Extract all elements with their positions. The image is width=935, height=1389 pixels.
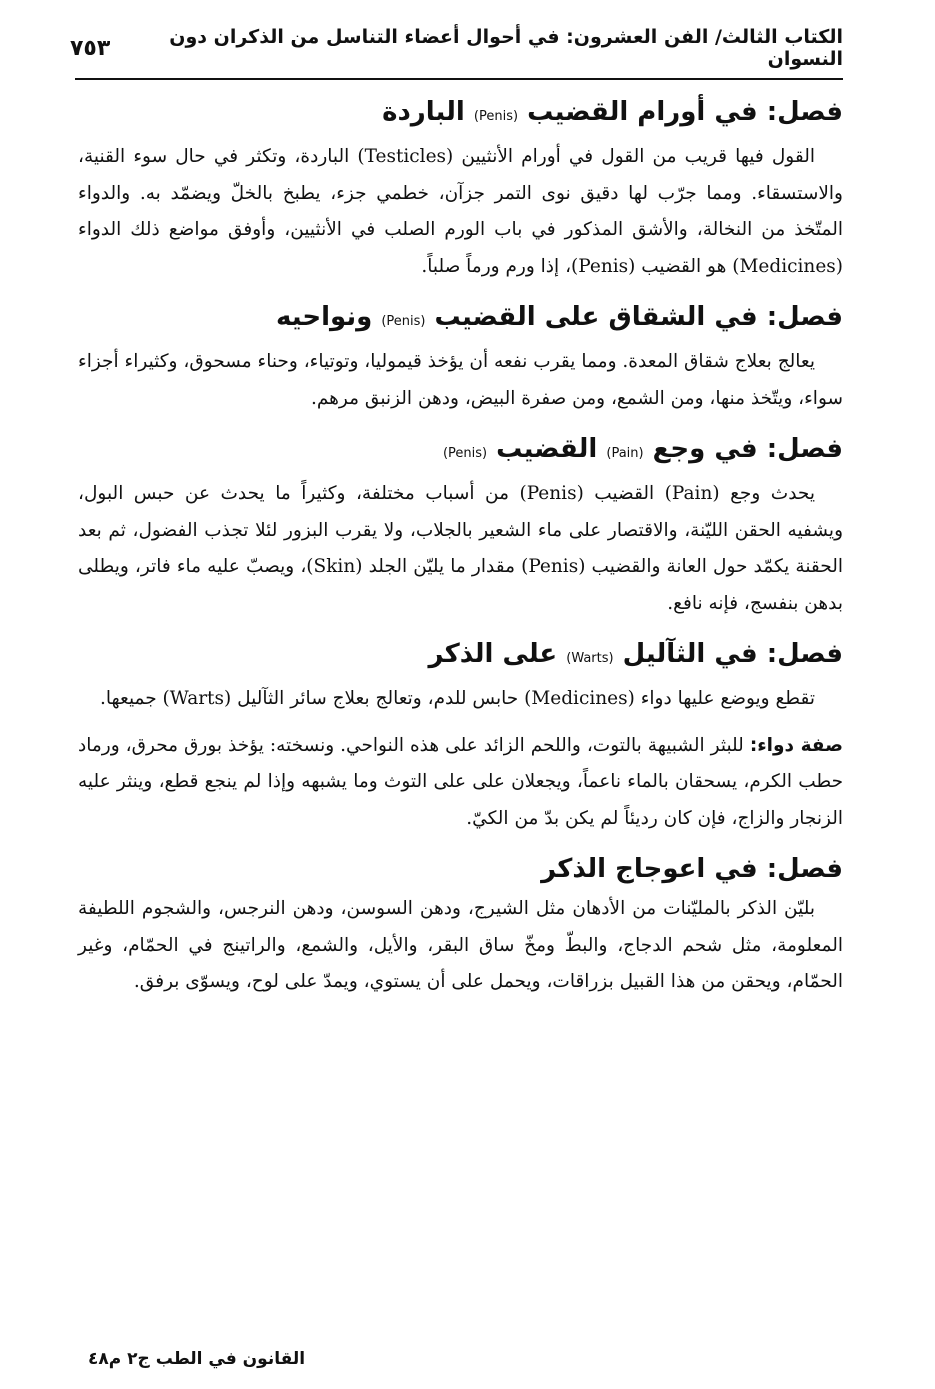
running-title: الكتاب الثالث/ الفن العشرون: في أحوال أعضاء التناسل من الذكران دون النسوان (169, 26, 843, 70)
section-warts (78, 632, 843, 837)
section-title: فصل: في أورام القضيب (Penis) الباردة (78, 90, 843, 139)
header-rule (75, 78, 843, 80)
latin-term: (Warts) (566, 651, 614, 666)
footer-signature: القانون في الطب ج٢ م٤٨ (88, 1349, 306, 1369)
section-paragraph: يعالج بعلاج شقاق المعدة. ومما يقرب نفعه أن يؤخذ قيموليا، وتوتياء، وحناء مسحوق، وكثيراء أجزاء سواء، ويتّخذ منها، ومن الشمع، ومن صفرة البيض، ودهن الزنبق مرهم. (78, 351, 843, 409)
latin-term: (Pain) (606, 446, 644, 461)
section-title: فصل: في وجع (Pain) القضيب (Penis) (78, 427, 843, 476)
recipe-label: صفة دواء: (749, 734, 843, 756)
section-curvature (78, 847, 843, 1001)
section-title: فصل: في اعوجاج الذكر (541, 854, 843, 884)
section-pain (78, 427, 843, 622)
section-paragraph: تقطع ويوضع عليها دواء (Medicines) حابس للدم، وتعالج بعلاج سائر الثآليل (Warts) جميعها. (99, 688, 815, 709)
recipe-text: للبثر الشبيهة بالتوت، واللحم الزائد على هذه النواحي. ونسخته: يؤخذ بورق محرق، ورماد حطب الكرم، يسحقان بالماء ناعماً، ويجعلان على على التوث وما يشبهه وإذا لم ينجع قطع، وينثر عليه الزنجار والزاج، فإن كان رديئاً لم يكن بدّ من الكيّ. (78, 734, 843, 829)
running-head (70, 28, 843, 68)
page-number: ٧٥٣ (70, 35, 111, 61)
section-cold-swellings (78, 90, 843, 285)
section-paragraph: يحدث وجع (Pain) القضيب (Penis) من أسباب مختلفة، وكثيراً ما يحدث عن حبس البول، ويشفيه الحقن الليّنة، والاقتصار على ماء الشعير بالجلاب، ولا يقرب البزور لئلا تجذب الفضول، ثم بعد الحقنة يكمّد حول العانة والقضيب (Penis) مقدار ما يليّن الجلد (Skin)، ويصبّ عليه ماء فاتر، ويطلى بدهن بنفسج، فإنه نافع. (78, 483, 843, 614)
section-paragraph: بليّن الذكر بالمليّنات من الأدهان مثل الشيرج، ودهن السوسن، ودهن النرجس، والشجوم اللطيفة المعلومة، مثل شحم الدجاج، والبطّ ومخّ ساق البقر، والأيل، والشمع، والراتينج في الحمّام، وغير الحمّام، ويحقن من هذا القبيل بزراقات، ويحمل على أن يستوي، ويمدّ على لوح، ويسوّى برفق. (78, 898, 843, 992)
recipe-paragraph (78, 728, 843, 838)
latin-term: (Penis) (381, 314, 426, 329)
page-body (78, 90, 843, 1001)
section-title: فصل: في الثآليل (Warts) على الذكر (78, 632, 843, 681)
section-fissures (78, 295, 843, 417)
latin-term: (Penis) (473, 109, 519, 124)
latin-term: (Penis) (442, 446, 488, 461)
section-paragraph: القول فيها قريب من القول في أورام الأنثيين (Testicles) الباردة، وتكثر في حال سوء القنية، والاستسقاء. ومما جرّب لها دقيق نوى التمر جزآن، خطمي جزء، يطبخ بالخلّ ويضمّد به. والدواء المتّخذ من النخالة، والأشق المذكور في باب الورم الصلب في الأنثيين، وأوفق مواضع ذلك الدواء (Medicines) هو القضيب (Penis)، إذا ورم ورماً صلباً. (78, 146, 843, 277)
section-title: فصل: في الشقاق على القضيب (Penis) ونواحيه (78, 295, 843, 344)
